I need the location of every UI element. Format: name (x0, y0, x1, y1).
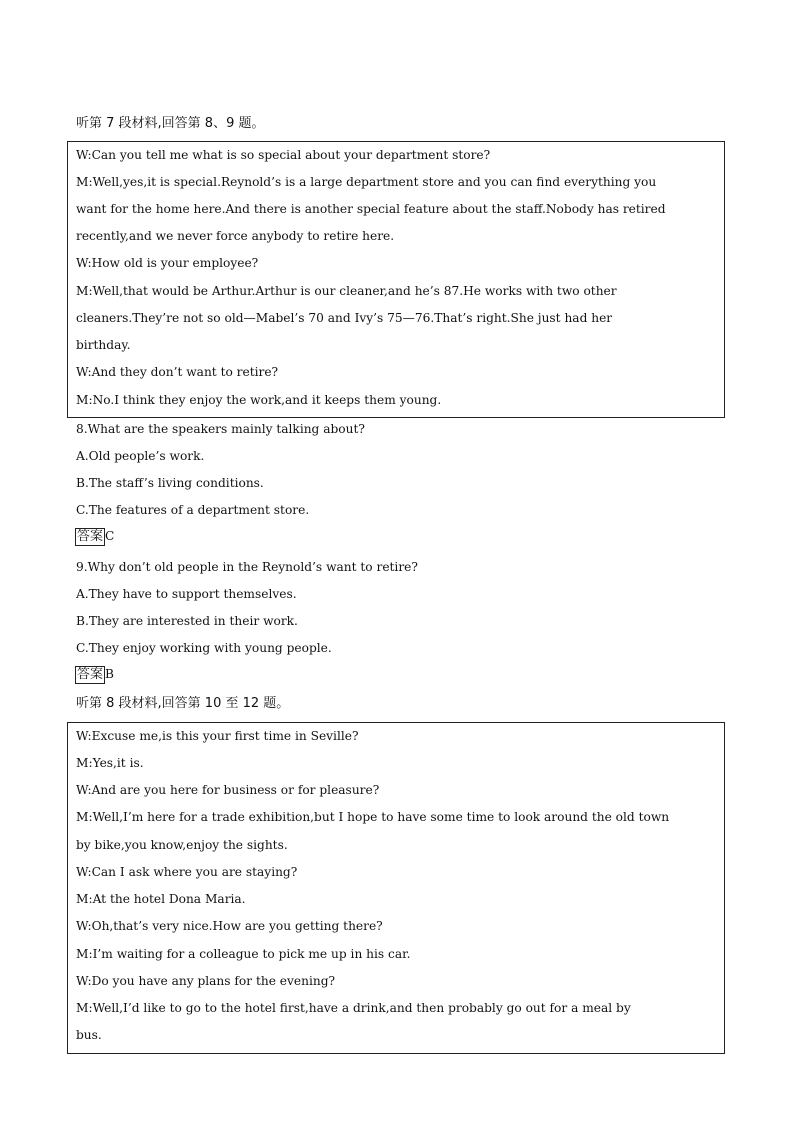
answer-row-9 (75, 666, 114, 684)
dialogue-line: M:No.I think they enjoy the work,and it keeps them young. (76, 393, 442, 407)
answer-value: B (105, 667, 114, 681)
dialogue-line: M:Well,yes,it is special.Reynold’s is a large department store and you can find everything you (76, 175, 657, 189)
dialogue-line: W:Excuse me,is this your first time in Seville? (76, 729, 359, 743)
dialogue-line: by bike,you know,enjoy the sights. (76, 838, 288, 852)
dialogue-line: W:And they don’t want to retire? (76, 365, 279, 379)
dialogue-line: cleaners.They’re not so old—Mabel’s 70 and Ivy’s 75—76.That’s right.She just had her (76, 311, 613, 325)
dialogue-line: M:Well,I’d like to go to the hotel first,have a drink,and then probably go out for a meal by (76, 1001, 631, 1015)
dialogue-line: M:Well,that would be Arthur.Arthur is our cleaner,and he’s 87.He works with two other (76, 284, 617, 298)
section-8-transcript-box (67, 722, 725, 1054)
question-9: 9.Why don’t old people in the Reynold’s want to retire? (76, 560, 418, 574)
dialogue-line: W:Can you tell me what is so special about your department store? (76, 148, 491, 162)
dialogue-line: M:I’m waiting for a colleague to pick me up in his car. (76, 947, 411, 961)
dialogue-line: W:How old is your employee? (76, 256, 259, 270)
answer-tag: 答案 (77, 667, 104, 682)
section-7-heading: 听第 7 段材料,回答第 8、9 题。 (76, 116, 265, 131)
dialogue-line: W:Can I ask where you are staying? (76, 865, 298, 879)
option-a: A.They have to support themselves. (76, 587, 297, 601)
section-7-transcript-box (67, 141, 725, 418)
dialogue-line: W:Oh,that’s very nice.How are you getting there? (76, 919, 383, 933)
option-c: C.They enjoy working with young people. (76, 641, 332, 655)
dialogue-line: birthday. (76, 338, 131, 352)
question-8: 8.What are the speakers mainly talking about? (76, 422, 365, 436)
section-8-heading: 听第 8 段材料,回答第 10 至 12 题。 (76, 696, 290, 711)
dialogue-line: M:Well,I’m here for a trade exhibition,but I hope to have some time to look around the old town (76, 810, 670, 824)
option-a: A.Old people’s work. (76, 449, 205, 463)
dialogue-line: bus. (76, 1028, 102, 1042)
dialogue-line: W:And are you here for business or for pleasure? (76, 783, 380, 797)
dialogue-line: M:At the hotel Dona Maria. (76, 892, 246, 906)
answer-value: C (105, 529, 115, 543)
answer-tag: 答案 (77, 529, 104, 544)
dialogue-line: recently,and we never force anybody to retire here. (76, 229, 395, 243)
option-b: B.The staff’s living conditions. (76, 476, 264, 490)
answer-row-8 (75, 528, 114, 546)
dialogue-line: M:Yes,it is. (76, 756, 144, 770)
option-c: C.The features of a department store. (76, 503, 310, 517)
option-b: B.They are interested in their work. (76, 614, 298, 628)
dialogue-line: want for the home here.And there is another special feature about the staff.Nobody has retired (76, 202, 666, 216)
dialogue-line: W:Do you have any plans for the evening? (76, 974, 336, 988)
